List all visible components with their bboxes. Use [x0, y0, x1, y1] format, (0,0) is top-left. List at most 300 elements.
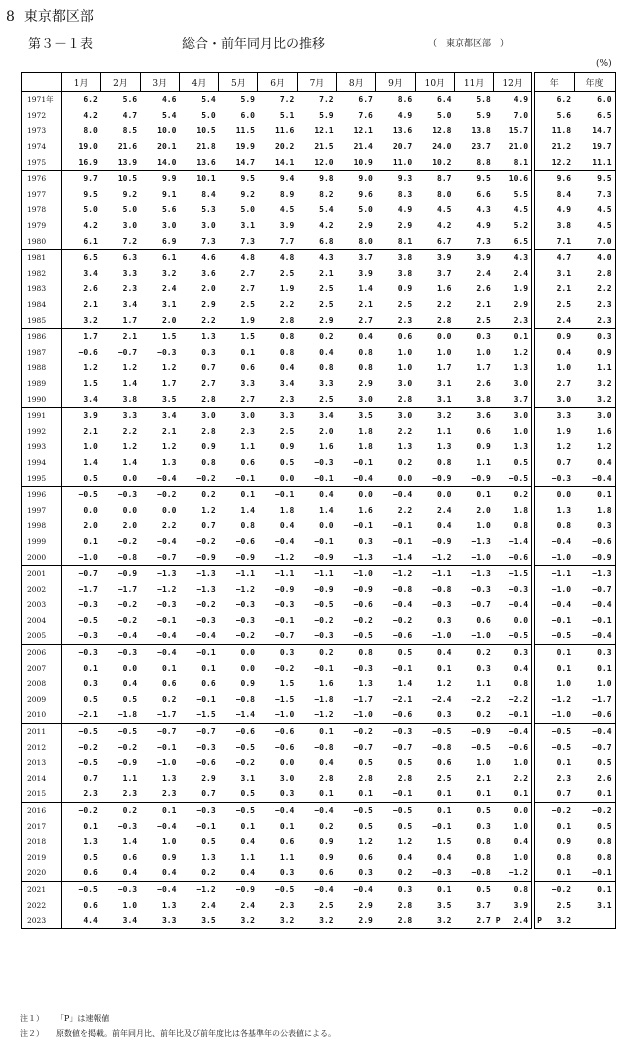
value-cell: 1.6 — [319, 679, 334, 689]
value-cell: −0.4 — [157, 473, 177, 483]
value-cell: −0.4 — [297, 881, 336, 897]
value-cell: 0.0 — [279, 758, 295, 768]
row-year: 2018 — [22, 834, 62, 850]
value-cell: 4.8 — [219, 249, 258, 265]
value-cell: 1.1 — [122, 773, 138, 783]
value-cell: 2.5 — [437, 773, 452, 783]
row-year: 2005 — [22, 628, 62, 644]
table-row — [22, 534, 616, 550]
value-cell: −0.8 — [392, 584, 413, 594]
value-cell: 2.1 — [319, 268, 334, 278]
value-cell: 1.0 — [122, 900, 138, 910]
value-cell: 3.7 — [437, 268, 452, 278]
value-cell: 1.8 — [358, 442, 373, 452]
value-cell: −0.5 — [78, 615, 98, 625]
value-cell: 6.8 — [319, 236, 334, 246]
value-cell: 1.7 — [437, 363, 452, 373]
value-cell: −0.6 — [574, 707, 615, 723]
table-row — [22, 565, 616, 581]
value-cell: 0.8 — [358, 347, 373, 357]
table-row — [22, 423, 616, 439]
value-cell: −0.3 — [78, 600, 98, 610]
value-cell: 5.5 — [494, 187, 533, 203]
row-year: 1977 — [22, 187, 62, 203]
value-cell: 0.1 — [556, 663, 572, 673]
value-cell: 0.1 — [201, 663, 216, 673]
value-cell: 8.6 — [397, 95, 413, 105]
value-cell: 0.2 — [494, 486, 533, 502]
section-title: 東京都区部 — [23, 9, 94, 25]
value-cell: −1.3 — [140, 565, 179, 581]
value-cell: 2.5 — [240, 300, 255, 310]
value-cell: −0.4 — [551, 600, 572, 610]
value-cell: 3.0 — [358, 394, 373, 404]
value-cell: −0.8 — [117, 552, 138, 562]
value-cell: 0.2 — [161, 694, 177, 704]
table-row — [22, 549, 616, 565]
value-cell: 2.1 — [101, 328, 140, 344]
value-cell: 2.5 — [556, 300, 572, 310]
value-cell: −0.4 — [574, 597, 615, 613]
value-cell: 0.8 — [258, 328, 297, 344]
value-cell: 6.0 — [240, 110, 255, 120]
value-cell: 0.1 — [574, 486, 615, 502]
value-cell: 6.6 — [476, 189, 491, 199]
value-cell: 1.1 — [240, 852, 255, 862]
value-cell: 8.2 — [319, 189, 334, 199]
value-cell: 3.4 — [101, 913, 140, 929]
table-row — [22, 818, 616, 834]
value-cell: 3.9 — [358, 268, 373, 278]
table-row — [22, 518, 616, 534]
value-cell: 0.5 — [454, 881, 493, 897]
table-row — [22, 660, 616, 676]
value-cell: 1.7 — [161, 378, 177, 388]
value-cell: −1.4 — [235, 710, 255, 720]
value-cell: −0.3 — [78, 631, 98, 641]
value-cell: 3.3 — [533, 407, 574, 423]
value-cell: −0.3 — [314, 457, 334, 467]
row-year: 2021 — [22, 881, 62, 897]
value-cell: 0.2 — [476, 710, 491, 720]
row-year: 2023 — [22, 913, 62, 929]
value-cell: 2.1 — [83, 426, 98, 436]
value-cell: −0.1 — [314, 663, 334, 673]
value-cell: 9.5 — [574, 170, 615, 186]
value-cell: 3.5 — [161, 394, 177, 404]
row-year: 1997 — [22, 502, 62, 518]
value-cell: 4.8 — [258, 249, 297, 265]
unit-label: (%) — [596, 59, 612, 69]
value-cell: 14.0 — [157, 157, 177, 167]
table-label: 第３－１表 — [28, 37, 94, 52]
value-cell: 1.7 — [122, 315, 138, 325]
value-cell: 0.1 — [437, 663, 452, 673]
value-cell: 3.1 — [161, 300, 177, 310]
value-cell: 0.3 — [83, 679, 98, 689]
value-cell: 3.9 — [415, 249, 454, 265]
table-row — [22, 170, 616, 186]
value-cell: −0.9 — [275, 584, 295, 594]
value-cell: 1.0 — [476, 347, 491, 357]
table-row — [22, 376, 616, 392]
value-cell: 1.1 — [240, 442, 255, 452]
value-cell: 9.5 — [454, 170, 493, 186]
table-row — [22, 739, 616, 755]
value-cell: 8.1 — [397, 236, 413, 246]
value-cell: −0.3 — [101, 486, 140, 502]
value-cell: 3.2 — [297, 913, 336, 929]
value-cell: −0.6 — [258, 723, 297, 739]
value-cell: −0.7 — [117, 347, 138, 357]
value-cell: 0.4 — [240, 837, 255, 847]
value-cell: 1.3 — [179, 328, 218, 344]
value-cell: −0.3 — [62, 644, 101, 660]
value-cell: 2.3 — [556, 773, 572, 783]
table-row — [22, 470, 616, 486]
column-header: 6月 — [258, 73, 297, 92]
value-cell: −0.4 — [574, 470, 615, 486]
value-cell: −0.7 — [275, 631, 295, 641]
value-cell: 0.0 — [415, 328, 454, 344]
value-cell: 7.3 — [240, 236, 255, 246]
value-cell: 0.9 — [397, 284, 413, 294]
value-cell: 1.3 — [397, 442, 413, 452]
preliminary-mark: P — [495, 916, 501, 926]
value-cell: 12.0 — [314, 157, 334, 167]
value-cell: 1.1 — [476, 457, 491, 467]
value-cell: −0.1 — [574, 865, 615, 881]
value-cell: 6.5 — [62, 249, 101, 265]
value-cell: 0.1 — [83, 821, 98, 831]
value-cell: 1.6 — [358, 505, 373, 515]
value-cell: 3.8 — [122, 394, 138, 404]
value-cell: −0.4 — [551, 536, 572, 546]
value-cell: 1.2 — [397, 837, 413, 847]
column-header: 11月 — [454, 73, 493, 92]
value-cell: −1.5 — [275, 694, 295, 704]
table-row — [22, 581, 616, 597]
table-row — [22, 312, 616, 328]
value-cell: 4.3 — [476, 205, 491, 215]
value-cell: −0.4 — [140, 644, 179, 660]
value-cell: −1.3 — [196, 584, 216, 594]
value-cell: 10.2 — [432, 157, 452, 167]
value-cell: 0.1 — [476, 789, 491, 799]
value-cell: 2.5 — [476, 315, 491, 325]
value-cell: 1.6 — [574, 423, 615, 439]
value-cell: 2.9 — [201, 300, 216, 310]
value-cell: 0.1 — [161, 663, 177, 673]
row-year: 1988 — [22, 360, 62, 376]
value-cell: 9.8 — [297, 170, 336, 186]
value-cell: 0.0 — [415, 486, 454, 502]
value-cell: −0.1 — [392, 789, 413, 799]
row-year: 1989 — [22, 376, 62, 392]
value-cell: 3.8 — [397, 268, 413, 278]
value-cell: −0.2 — [117, 536, 138, 546]
value-cell: 6.5 — [494, 233, 533, 249]
value-cell: 4.3 — [297, 249, 336, 265]
value-cell: 0.9 — [476, 442, 491, 452]
value-cell: −0.3 — [179, 802, 218, 818]
value-cell: 13.6 — [196, 157, 216, 167]
value-cell: 2.2 — [494, 771, 533, 787]
value-cell: −1.2 — [157, 584, 177, 594]
value-cell: −2.2 — [494, 692, 533, 708]
value-cell: 1.8 — [494, 502, 533, 518]
value-cell: 6.4 — [437, 95, 452, 105]
value-cell: 0.3 — [279, 868, 295, 878]
value-cell: 3.1 — [437, 394, 452, 404]
column-header: 1月 — [62, 73, 101, 92]
value-cell: 2.2 — [397, 505, 413, 515]
value-cell: −0.2 — [117, 615, 138, 625]
section-number: 8 — [6, 9, 15, 25]
value-cell: 1.2 — [161, 363, 177, 373]
value-cell: −1.2 — [494, 865, 533, 881]
row-year: 2015 — [22, 786, 62, 802]
value-cell: 2.3 — [574, 312, 615, 328]
value-cell: −1.7 — [78, 584, 98, 594]
value-cell: 0.7 — [556, 789, 572, 799]
value-cell: 0.0 — [533, 486, 574, 502]
value-cell: 3.2 — [161, 268, 177, 278]
value-cell: −1.3 — [574, 565, 615, 581]
value-cell: 2.3 — [83, 789, 98, 799]
value-cell: 0.0 — [122, 505, 138, 515]
value-cell: 0.0 — [279, 473, 295, 483]
value-cell: 1.0 — [574, 676, 615, 692]
value-cell: −0.5 — [471, 742, 491, 752]
value-cell: 1.9 — [279, 284, 295, 294]
value-cell: 0.1 — [415, 802, 454, 818]
row-year: 2003 — [22, 597, 62, 613]
value-cell: 10.9 — [353, 157, 373, 167]
value-cell: −0.1 — [432, 821, 452, 831]
value-cell: 0.3 — [201, 347, 216, 357]
value-cell: 0.6 — [122, 852, 138, 862]
value-cell: 12.1 — [353, 126, 373, 136]
value-cell: 3.0 — [376, 407, 415, 423]
row-year: 1996 — [22, 486, 62, 502]
value-cell: 6.9 — [161, 236, 177, 246]
value-cell: −1.0 — [337, 565, 376, 581]
value-cell: 7.3 — [476, 236, 491, 246]
value-cell: 5.9 — [476, 110, 491, 120]
value-cell: 1.6 — [437, 284, 452, 294]
value-cell: −0.6 — [392, 710, 413, 720]
value-cell: 16.9 — [78, 157, 98, 167]
value-cell: 2.2 — [122, 426, 138, 436]
value-cell: −1.3 — [179, 565, 218, 581]
value-cell: −1.0 — [432, 631, 452, 641]
row-year: 1975 — [22, 154, 62, 170]
value-cell: 1.1 — [437, 426, 452, 436]
value-cell: −2.4 — [432, 694, 452, 704]
value-cell: −0.5 — [62, 723, 101, 739]
value-cell: 2.4 — [240, 900, 255, 910]
value-cell: 2.9 — [319, 315, 334, 325]
value-cell: 3.2 — [415, 407, 454, 423]
value-cell: 0.5 — [83, 852, 98, 862]
row-year: 1980 — [22, 233, 62, 249]
value-cell: 2.1 — [556, 284, 572, 294]
value-cell: −0.2 — [78, 742, 98, 752]
note-1-label: 注１） — [20, 1014, 44, 1023]
value-cell: 5.0 — [358, 205, 373, 215]
value-cell: 2.3 — [161, 789, 177, 799]
value-cell: 2.1 — [358, 300, 373, 310]
value-cell: 0.1 — [319, 789, 334, 799]
value-cell: −0.9 — [574, 549, 615, 565]
value-cell: −0.3 — [376, 723, 415, 739]
row-year: 1979 — [22, 218, 62, 234]
value-cell: 0.3 — [454, 328, 493, 344]
row-year: 2022 — [22, 897, 62, 913]
value-cell: 0.5 — [397, 821, 413, 831]
value-cell: 0.8 — [437, 457, 452, 467]
header-row — [22, 73, 616, 92]
value-cell: 0.8 — [494, 518, 533, 534]
value-cell: −0.5 — [494, 628, 533, 644]
value-cell: 1.5 — [279, 679, 295, 689]
value-cell: −0.1 — [157, 615, 177, 625]
value-cell: 1.2 — [437, 679, 452, 689]
value-cell: 9.1 — [161, 189, 177, 199]
value-cell: 2.8 — [397, 394, 413, 404]
value-cell: 2.5 — [397, 300, 413, 310]
value-cell: −0.3 — [101, 881, 140, 897]
value-cell: −0.5 — [533, 723, 574, 739]
value-cell: 1.2 — [122, 442, 138, 452]
value-cell: 0.6 — [358, 852, 373, 862]
table-row — [22, 597, 616, 613]
value-cell: −1.0 — [551, 710, 572, 720]
value-cell: 0.6 — [476, 426, 491, 436]
value-cell: 6.7 — [358, 95, 373, 105]
value-cell: 0.8 — [337, 644, 376, 660]
value-cell: −0.4 — [574, 628, 615, 644]
value-cell: 0.4 — [122, 679, 138, 689]
value-cell: 8.7 — [415, 170, 454, 186]
value-cell: 1.2 — [574, 439, 615, 455]
table-row — [22, 455, 616, 471]
value-cell: 4.9 — [397, 205, 413, 215]
value-cell: 19.0 — [78, 142, 98, 152]
value-cell: −0.7 — [471, 600, 491, 610]
value-cell: 2.2 — [201, 315, 216, 325]
value-cell: 4.3 — [494, 249, 533, 265]
value-cell: −0.6 — [494, 549, 533, 565]
value-cell — [574, 913, 615, 929]
value-cell: 1.4 — [83, 457, 98, 467]
value-cell: 2.2 — [279, 300, 295, 310]
value-cell: 7.3 — [574, 187, 615, 203]
value-cell: 14.7 — [574, 123, 615, 139]
value-cell: 2.3 — [574, 297, 615, 313]
value-cell: 6.7 — [437, 236, 452, 246]
value-cell: −0.5 — [314, 600, 334, 610]
value-cell: 10.6 — [494, 170, 533, 186]
value-cell: 20.2 — [275, 142, 295, 152]
value-cell: 0.1 — [556, 868, 572, 878]
value-cell: 3.9 — [494, 897, 533, 913]
value-cell: 5.0 — [122, 205, 138, 215]
value-cell: 0.2 — [201, 868, 216, 878]
value-cell: 0.1 — [415, 881, 454, 897]
value-cell: 3.3 — [101, 407, 140, 423]
value-cell: 2.2 — [397, 426, 413, 436]
value-cell: 7.2 — [122, 236, 138, 246]
value-cell: 1.4 — [122, 837, 138, 847]
value-cell: 2.8 — [437, 315, 452, 325]
value-cell: 0.5 — [279, 457, 295, 467]
value-cell: 0.0 — [83, 505, 98, 515]
value-cell: 0.2 — [397, 868, 413, 878]
value-cell: 0.9 — [574, 345, 615, 361]
value-cell: −0.7 — [353, 742, 373, 752]
table-row — [22, 676, 616, 692]
value-cell: −1.3 — [353, 552, 373, 562]
value-cell: −0.8 — [314, 742, 334, 752]
column-header: 年 — [533, 73, 574, 92]
value-cell: 11.5 — [235, 126, 255, 136]
value-cell: 5.4 — [161, 110, 177, 120]
value-cell: 0.1 — [219, 486, 258, 502]
value-cell: 0.8 — [556, 852, 572, 862]
value-cell: −0.6 — [353, 600, 373, 610]
row-year: 1985 — [22, 312, 62, 328]
value-cell: 0.2 — [179, 486, 218, 502]
value-cell: −0.3 — [432, 868, 452, 878]
value-cell: 0.1 — [494, 328, 533, 344]
value-cell: −0.5 — [62, 486, 101, 502]
value-cell: 0.3 — [476, 821, 491, 831]
value-cell: 19.7 — [574, 139, 615, 155]
table-row — [22, 802, 616, 818]
cpi-table — [21, 72, 616, 929]
value-cell: 3.7 — [337, 249, 376, 265]
column-header: 7月 — [297, 73, 336, 92]
value-cell: −0.2 — [533, 881, 574, 897]
value-cell: −0.5 — [353, 631, 373, 641]
value-cell: 2.1 — [161, 426, 177, 436]
table-row — [22, 881, 616, 897]
value-cell: 5.0 — [240, 205, 255, 215]
value-cell: 3.1 — [437, 378, 452, 388]
value-cell: −1.2 — [314, 710, 334, 720]
value-cell: 0.3 — [476, 663, 491, 673]
value-cell: −0.4 — [376, 486, 415, 502]
value-cell: 3.2 — [574, 376, 615, 392]
value-cell: −1.5 — [196, 710, 216, 720]
value-cell: 9.9 — [140, 170, 179, 186]
value-cell: 3.1 — [240, 221, 255, 231]
value-cell: 1.0 — [397, 363, 413, 373]
value-cell: 3.3 — [140, 913, 179, 929]
value-cell: 6.2 — [83, 95, 98, 105]
value-cell: −0.9 — [314, 552, 334, 562]
row-year: 2000 — [22, 549, 62, 565]
row-year: 1992 — [22, 423, 62, 439]
value-cell: 7.0 — [494, 108, 533, 124]
value-cell: 0.7 — [201, 363, 216, 373]
value-cell: 2.6 — [476, 284, 491, 294]
value-cell: −1.2 — [432, 552, 452, 562]
value-cell — [533, 913, 574, 929]
value-cell: 0.0 — [319, 521, 334, 531]
